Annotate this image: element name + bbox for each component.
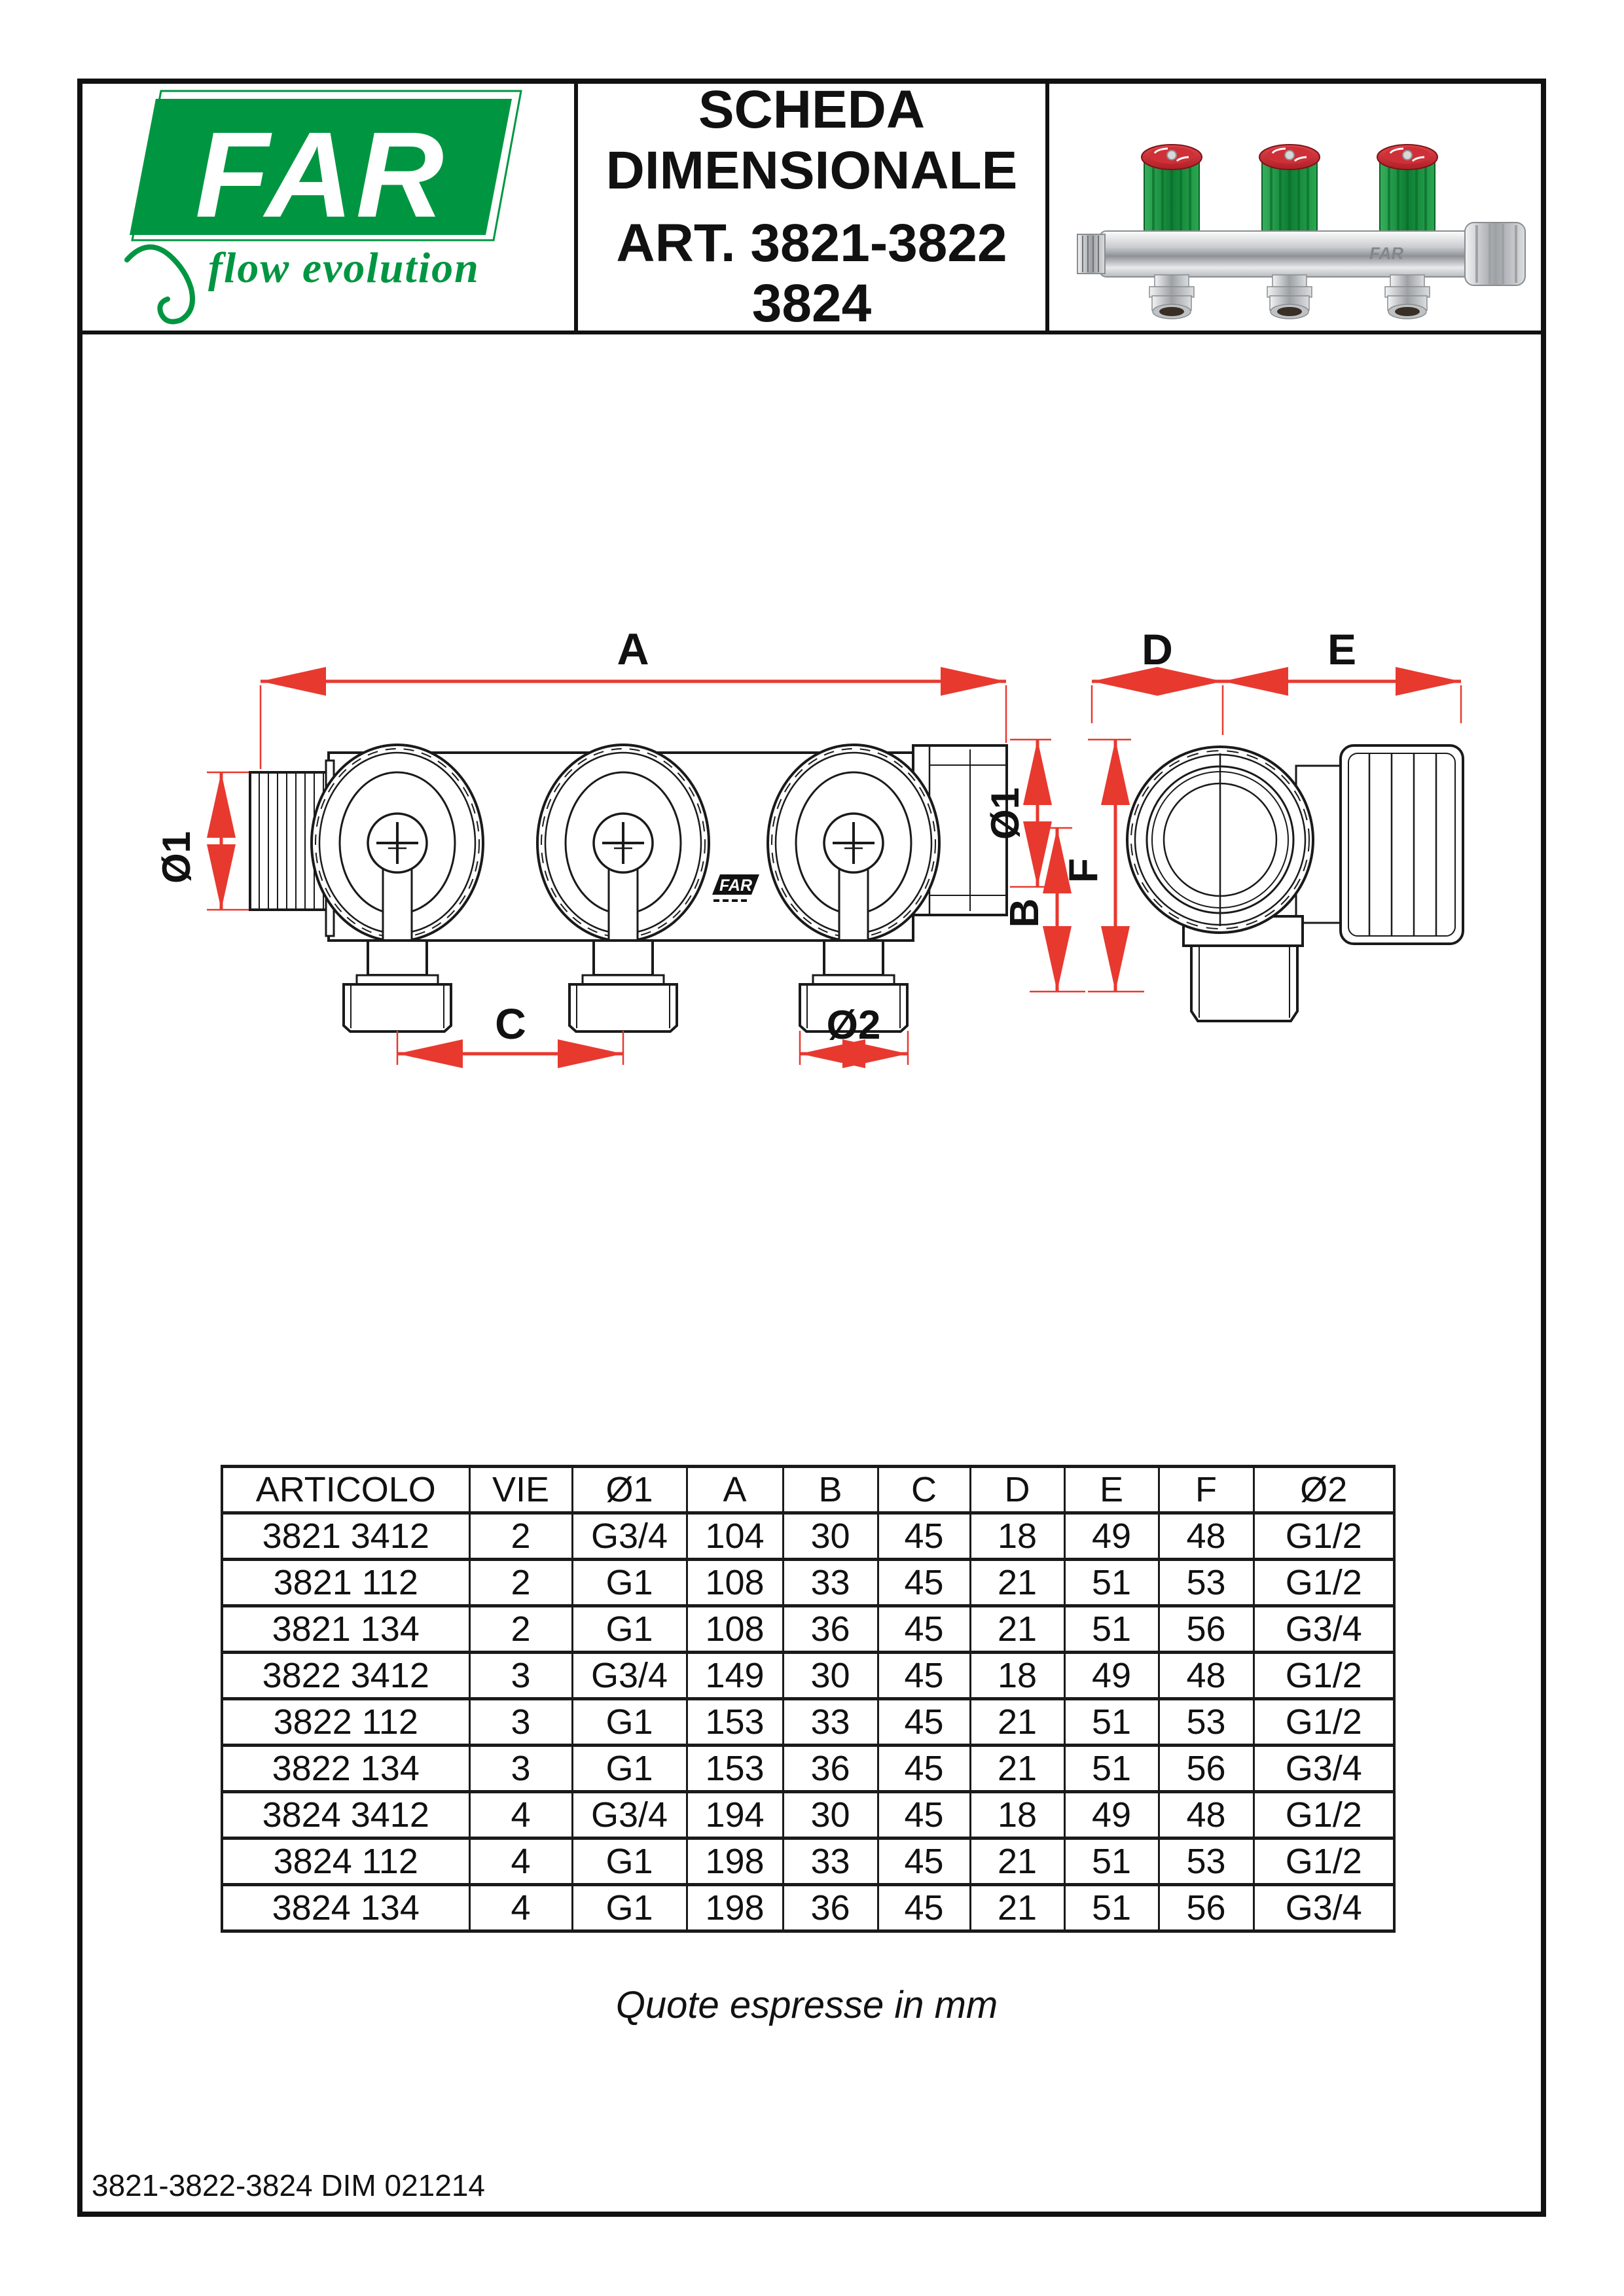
table-cell: 45 [878, 1746, 970, 1792]
table-row [222, 1746, 1394, 1792]
table-cell: 153 [687, 1746, 783, 1792]
table-cell: 49 [1064, 1792, 1159, 1839]
table-cell: 18 [970, 1792, 1064, 1839]
table-row [222, 1839, 1394, 1885]
column-header: E [1064, 1467, 1159, 1513]
table-body [222, 1513, 1394, 1931]
outlet-thread [344, 941, 451, 1031]
table-cell: 3821 112 [222, 1560, 469, 1606]
table-cell: 104 [687, 1513, 783, 1560]
logo-swoosh-icon [127, 247, 192, 321]
table-cell: G3/4 [572, 1513, 687, 1560]
table-cell: 48 [1159, 1653, 1254, 1699]
photo-knob [1142, 145, 1202, 236]
dim-label-o2: Ø2 [826, 1003, 881, 1048]
photo-left-thread [1077, 234, 1105, 274]
valve-knob [768, 745, 939, 941]
table-cell: 3824 3412 [222, 1792, 469, 1839]
table-cell: 3 [469, 1699, 572, 1746]
dim-label-e: E [1327, 625, 1357, 673]
table-cell: G3/4 [572, 1653, 687, 1699]
dim-label-a: A [617, 625, 649, 674]
table-cell: 51 [1064, 1746, 1159, 1792]
table-cell: 45 [878, 1560, 970, 1606]
far-logo [118, 88, 537, 331]
mini-far-logo-text: FAR [719, 876, 752, 895]
table-cell: 21 [970, 1560, 1064, 1606]
table-cell: 21 [970, 1885, 1064, 1931]
dim-label-b: B [1002, 898, 1047, 928]
table-cell: G1/2 [1254, 1653, 1394, 1699]
table-cell: 194 [687, 1792, 783, 1839]
table-cell: G3/4 [1254, 1746, 1394, 1792]
table-cell: G1 [572, 1699, 687, 1746]
table-cell: 53 [1159, 1560, 1254, 1606]
column-header: D [970, 1467, 1064, 1513]
column-header: Ø1 [572, 1467, 687, 1513]
table-row [222, 1513, 1394, 1560]
table-cell: 53 [1159, 1699, 1254, 1746]
table-row [222, 1606, 1394, 1653]
table-cell: G1/2 [1254, 1699, 1394, 1746]
logo-tagline: flow evolution [208, 244, 480, 292]
table-cell: 4 [469, 1792, 572, 1839]
table-cell: 18 [970, 1513, 1064, 1560]
table-header-row [222, 1467, 1394, 1513]
table-cell: 45 [878, 1653, 970, 1699]
valve-knob [312, 745, 483, 941]
table-cell: 30 [783, 1653, 878, 1699]
table-cell: G3/4 [1254, 1606, 1394, 1653]
product-photo [1074, 97, 1532, 319]
table-cell: 49 [1064, 1653, 1159, 1699]
table-cell: 21 [970, 1746, 1064, 1792]
table-cell: 51 [1064, 1885, 1159, 1931]
table-cell: 51 [1064, 1606, 1159, 1653]
table-cell: 33 [783, 1839, 878, 1885]
table-cell: 53 [1159, 1839, 1254, 1885]
table-cell: 4 [469, 1885, 572, 1931]
column-header: Ø2 [1254, 1467, 1394, 1513]
table-cell: 56 [1159, 1746, 1254, 1792]
table-cell: 21 [970, 1606, 1064, 1653]
table-cell: 36 [783, 1606, 878, 1653]
table-cell: 33 [783, 1699, 878, 1746]
table-cell: 33 [783, 1560, 878, 1606]
table-row [222, 1885, 1394, 1931]
side-view [1127, 745, 1463, 1021]
table-cell: 51 [1064, 1699, 1159, 1746]
table-row [222, 1560, 1394, 1606]
column-header: C [878, 1467, 970, 1513]
table-cell: 2 [469, 1513, 572, 1560]
title-line-1: SCHEDA [698, 80, 926, 140]
table-cell: 3 [469, 1746, 572, 1792]
table-cell: 45 [878, 1885, 970, 1931]
table-cell: G1 [572, 1606, 687, 1653]
table-cell: 56 [1159, 1606, 1254, 1653]
table-cell: G3/4 [572, 1792, 687, 1839]
dim-label-f: F [1061, 858, 1106, 883]
table-row [222, 1653, 1394, 1699]
table-cell: 56 [1159, 1885, 1254, 1931]
table-cell: 3824 134 [222, 1885, 469, 1931]
table-cell: 36 [783, 1746, 878, 1792]
table-cell: 51 [1064, 1839, 1159, 1885]
table-cell: 4 [469, 1839, 572, 1885]
table-cell: G1 [572, 1885, 687, 1931]
table-cell: 3824 112 [222, 1839, 469, 1885]
table-row [222, 1699, 1394, 1746]
table-cell: 3821 134 [222, 1606, 469, 1653]
dim-label-d: D [1142, 625, 1173, 673]
table-cell: G1 [572, 1746, 687, 1792]
document-code: 3821-3822-3824 DIM 021214 [92, 2168, 486, 2202]
table-cell: 3 [469, 1653, 572, 1699]
table-cell: 149 [687, 1653, 783, 1699]
table-cell: 45 [878, 1792, 970, 1839]
dimensions-table [221, 1465, 1396, 1933]
photo-body-engraving: FAR [1369, 243, 1403, 263]
dim-label-c: C [495, 999, 526, 1048]
photo-outlet [1385, 275, 1430, 319]
table-cell: 18 [970, 1653, 1064, 1699]
side-union-knob [1341, 745, 1463, 944]
table-cell: 48 [1159, 1513, 1254, 1560]
title-line-2: DIMENSIONALE [605, 140, 1018, 200]
header-divider-right [1045, 84, 1049, 334]
table-cell: 108 [687, 1606, 783, 1653]
photo-outlet [1267, 275, 1312, 319]
logo-brand-text: FAR [195, 107, 446, 243]
table-cell: 3822 3412 [222, 1653, 469, 1699]
table-cell: 49 [1064, 1513, 1159, 1560]
title-line-3: ART. 3821-3822 [616, 213, 1007, 273]
outlet-thread [569, 941, 677, 1031]
technical-drawing [85, 625, 1473, 1083]
table-cell: 48 [1159, 1792, 1254, 1839]
front-view [250, 745, 1007, 1031]
table-cell: 108 [687, 1560, 783, 1606]
table-cell: 3822 112 [222, 1699, 469, 1746]
column-header: F [1159, 1467, 1254, 1513]
table-cell: G3/4 [1254, 1885, 1394, 1931]
table-cell: 2 [469, 1560, 572, 1606]
table-cell: 45 [878, 1699, 970, 1746]
table-cell: G1/2 [1254, 1513, 1394, 1560]
table-cell: 21 [970, 1699, 1064, 1746]
photo-manifold-body [1100, 231, 1479, 277]
column-header: ARTICOLO [222, 1467, 469, 1513]
title-line-4: 3824 [751, 274, 872, 334]
table-cell: 30 [783, 1513, 878, 1560]
photo-knob [1259, 145, 1320, 236]
table-cell: G1/2 [1254, 1792, 1394, 1839]
table-cell: 153 [687, 1699, 783, 1746]
table-cell: G1/2 [1254, 1839, 1394, 1885]
table-row [222, 1792, 1394, 1839]
table-cell: 2 [469, 1606, 572, 1653]
table-cell: G1 [572, 1839, 687, 1885]
valve-knob [537, 745, 709, 941]
table-cell: 30 [783, 1792, 878, 1839]
table-cell: 198 [687, 1839, 783, 1885]
side-outlet-thread [1191, 946, 1297, 1021]
table-cell: 45 [878, 1606, 970, 1653]
table-cell: 198 [687, 1885, 783, 1931]
photo-outlet [1149, 275, 1194, 319]
units-note: Quote espresse in mm [615, 1984, 998, 2026]
photo-knob [1377, 145, 1437, 236]
dim-label-o1-right: Ø1 [983, 787, 1027, 840]
column-header: B [783, 1467, 878, 1513]
title-block [578, 80, 1045, 334]
column-header: A [687, 1467, 783, 1513]
table-cell: G1 [572, 1560, 687, 1606]
table-cell: 45 [878, 1513, 970, 1560]
table-cell: 51 [1064, 1560, 1159, 1606]
table-cell: G1/2 [1254, 1560, 1394, 1606]
column-header: VIE [469, 1467, 572, 1513]
table-cell: 3822 134 [222, 1746, 469, 1792]
table-cell: 3821 3412 [222, 1513, 469, 1560]
table-cell: 21 [970, 1839, 1064, 1885]
dim-label-o1-left: Ø1 [154, 831, 198, 884]
table-cell: 45 [878, 1839, 970, 1885]
table-cell: 36 [783, 1885, 878, 1931]
